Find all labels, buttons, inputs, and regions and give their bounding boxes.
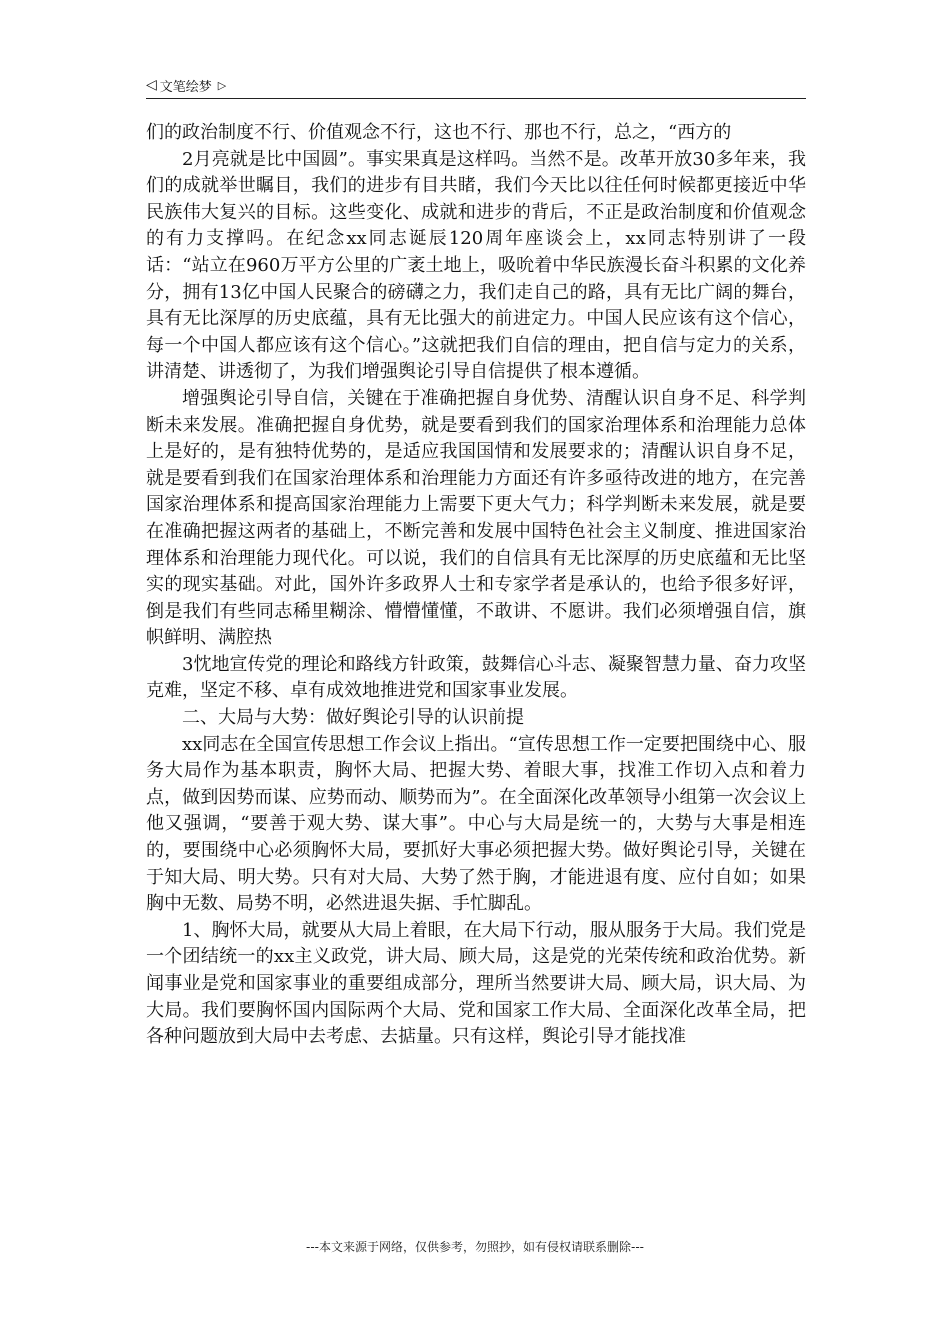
page-header: [146, 72, 806, 99]
paragraph: 3忱地宣传党的理论和路线方针政策，鼓舞信心斗志、凝聚智慧力量、奋力攻坚克难，坚定不移、卓有成效地推进党和国家事业发展。: [146, 653, 806, 702]
document-body: [146, 120, 806, 1051]
footer-notice: ---本文来源于网络，仅供参考，勿照抄，如有侵权请联系删除---: [306, 1240, 644, 1254]
header-brand: 文笔绘梦: [159, 79, 212, 95]
section-heading: 二、大局与大势：做好舆论引导的认识前提: [182, 707, 524, 729]
paragraph: 1、胸怀大局，就要从大局上着眼，在大局下行动，服从服务于大局。我们党是一个团结统一的xx主义政党，讲大局、顾大局，这是党的光荣传统和政治优势。新闻事业是党和国家事业的重要组成部分，理所当然要讲大局、顾大局，识大局、为大局。我们要胸怀国内国际两个大局、党和国家工作大局、全面深化改革全局，把各种问题放到大局中去考虑、去掂量。只有这样，舆论引导才能找准: [146, 919, 806, 1048]
paragraph: xx同志在全国宣传思想工作会议上指出。“宣传思想工作一定要把围绕中心、服务大局作为基本职责，胸怀大局、把握大势、着眼大事，找准工作切入点和着力点，做到因势而谋、应势而动、顺势而为”。在全面深化改革领导小组第一次会议上他又强调，“要善于观大势、谋大事”。中心与大局是统一的，大势与大事是相连的，要围绕中心必须胸怀大局，要抓好大事必须把握大势。做好舆论引导，关键在于知大局、明大势。只有对大局、大势了然于胸，才能进退有度、应付自如；如果胸中无数、局势不明，必然进退失据、手忙脚乱。: [146, 733, 806, 915]
paragraph: 增强舆论引导自信，关键在于准确把握自身优势、清醒认识自身不足、科学判断未来发展。准确把握自身优势，就是要看到我们的国家治理体系和治理能力总体上是好的，是有独特优势的，是适应我国国情和发展要求的；清醒认识自身不足，就是要看到我们在国家治理体系和治理能力方面还有许多亟待改进的地方，在完善国家治理体系和提高国家治理能力上需要下更大气力；科学判断未来发展，就是要在准确把握这两者的基础上，不断完善和发展中国特色社会主义制度、推进国家治理体系和治理能力现代化。可以说，我们的自信具有无比深厚的历史底蕴和无比坚实的现实基础。对此，国外许多政界人士和专家学者是承认的，也给予很多好评，倒是我们有些同志稀里糊涂、懵懵懂懂，不敢讲、不愿讲。我们必须增强自信，旗帜鲜明、满腔热: [146, 387, 806, 649]
triangle-right-icon: ▷: [217, 78, 227, 92]
triangle-left-icon: ◁: [146, 77, 157, 93]
paragraph: 们的政治制度不行、价值观念不行，这也不行、那也不行，总之，“西方的: [146, 122, 732, 143]
paragraph: 2月亮就是比中国圆”。事实果真是这样吗。当然不是。改革开放30多年来，我们的成就举世瞩目，我们的进步有目共睹，我们今天比以往任何时候都更接近中华民族伟大复兴的目标。这些变化、成就和进步的背后，不正是政治制度和价值观念的有力支撑吗。在纪念xx同志诞辰120周年座谈会上，xx同志特别讲了一段话：“站立在960万平方公里的广袤土地上，吸吮着中华民族漫长奋斗积累的文化养分，拥有13亿中国人民聚合的磅礴之力，我们走自己的路，具有无比广阔的舞台，具有无比深厚的历史底蕴，具有无比强大的前进定力。中国人民应该有这个信心，每一个中国人都应该有这个信心。”这就把我们自信的理由，把自信与定力的关系，讲清楚、讲透彻了，为我们增强舆论引导自信提供了根本遵循。: [146, 148, 806, 383]
